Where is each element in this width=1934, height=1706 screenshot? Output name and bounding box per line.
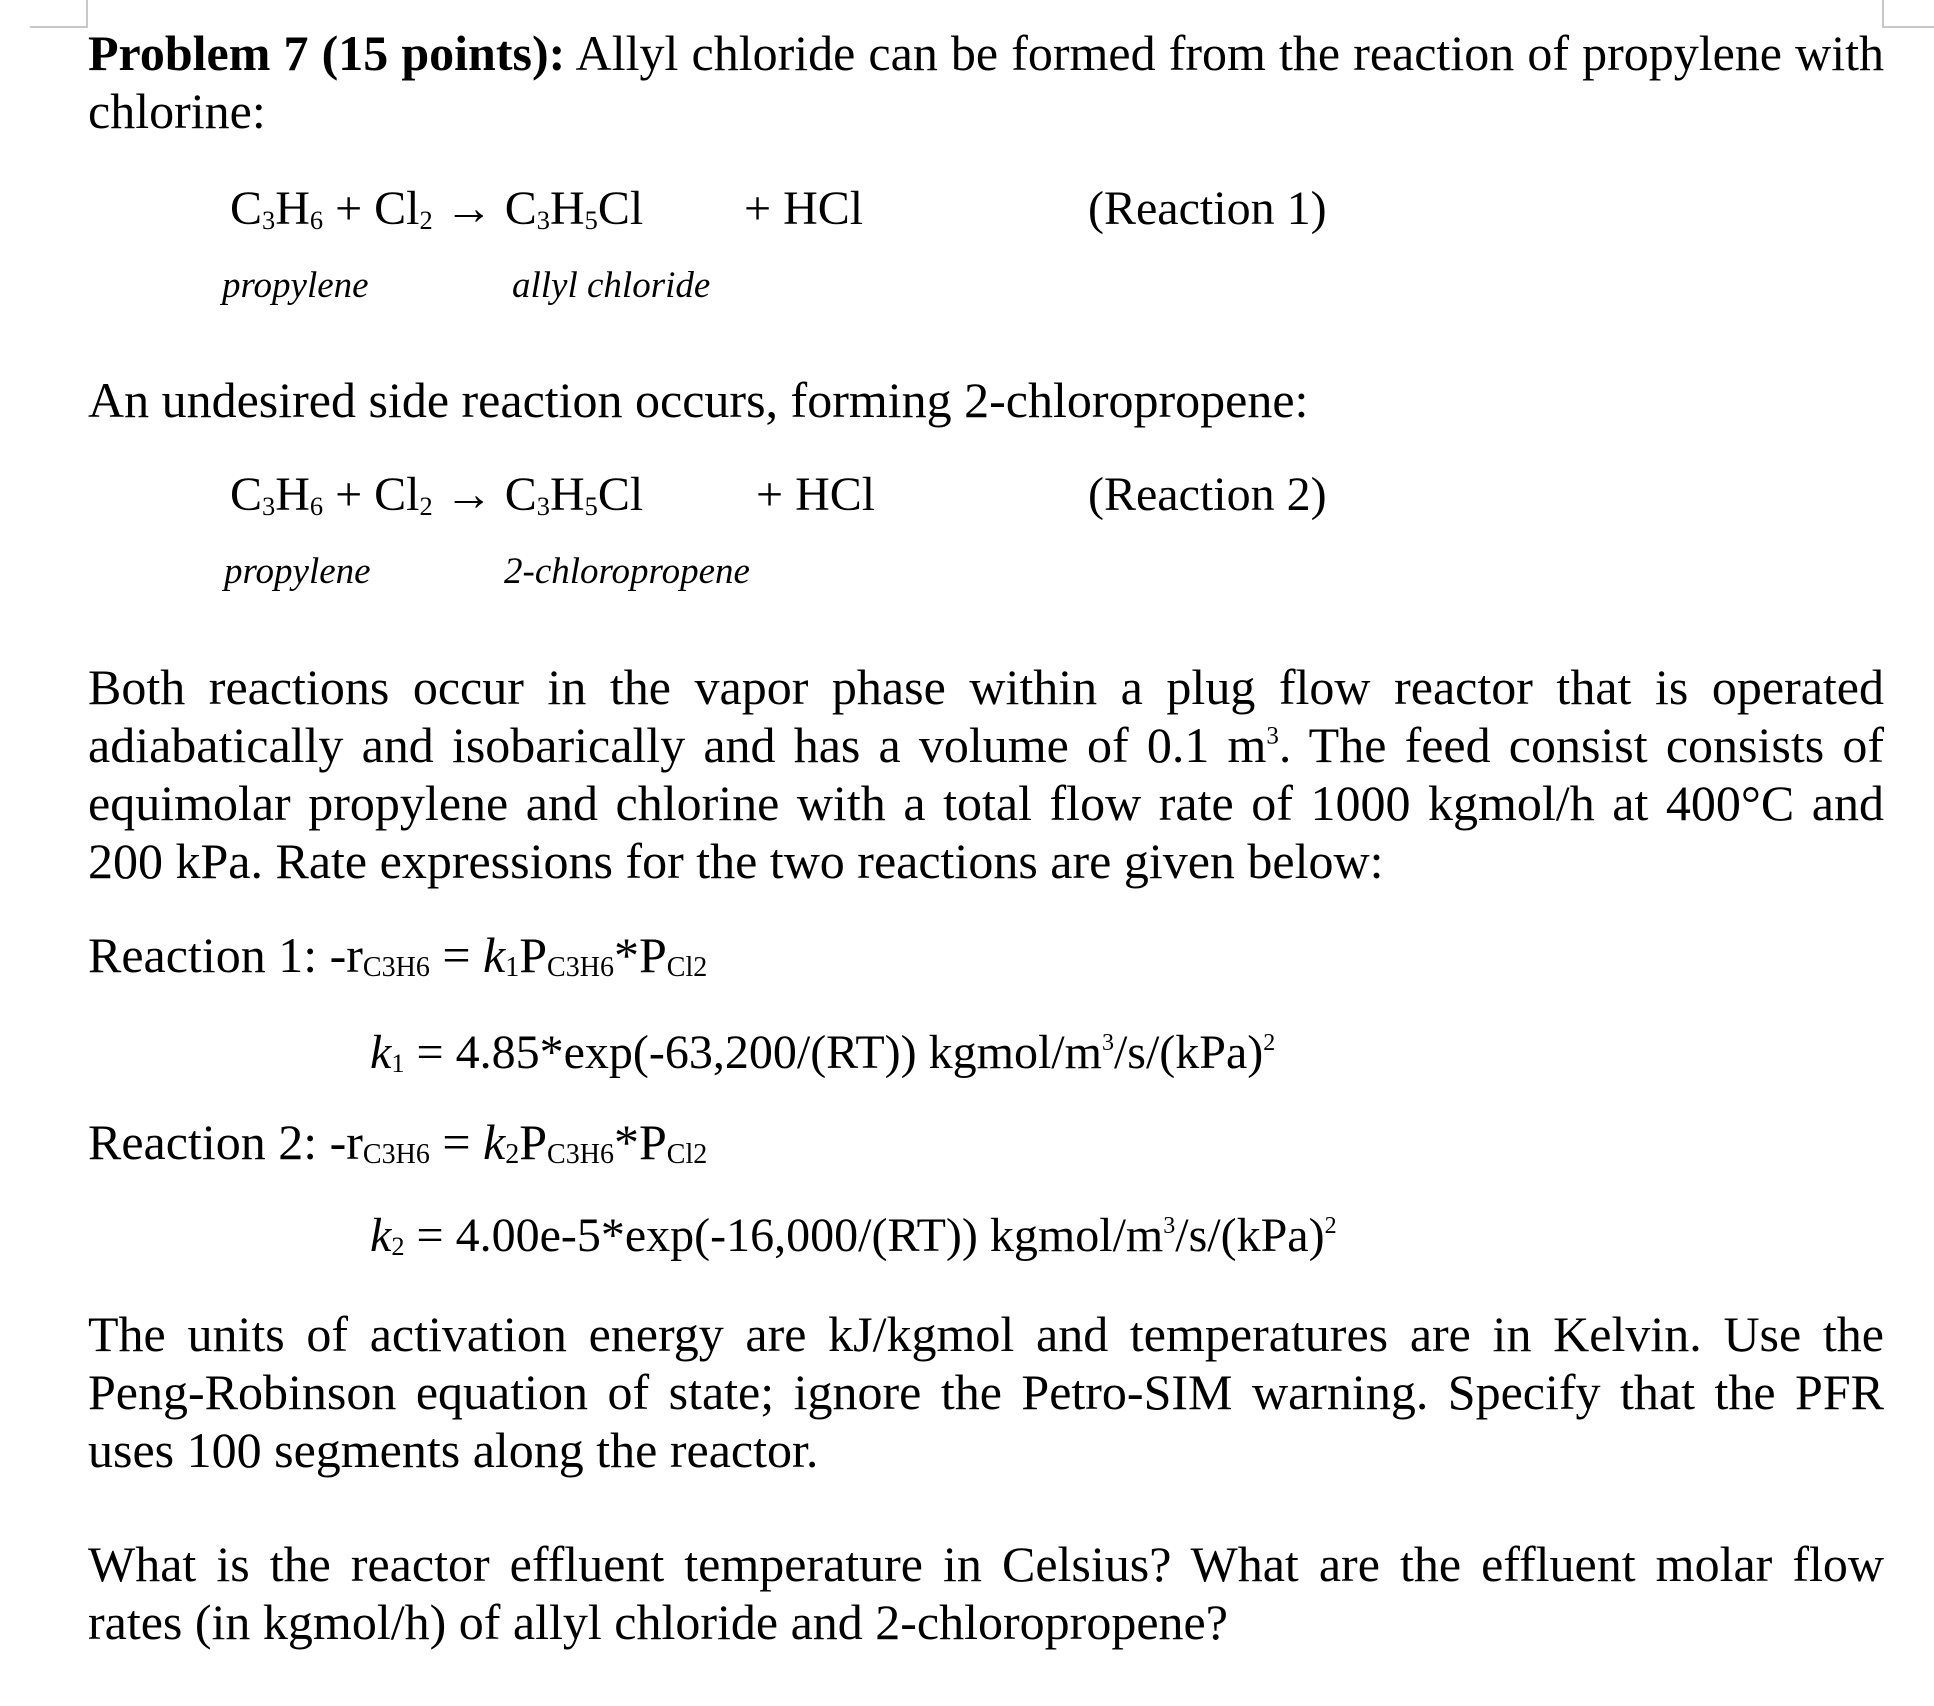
rate-constant-1: $k_1 = 4.85*\exp(-63,200/(RT))$ kgmol/$m^3/s/(kPa)^2$ <box>370 1026 1276 1079</box>
reaction-1-tag: (Reaction 1) <box>1088 182 1327 235</box>
page-corner-mark-right <box>1882 0 1934 28</box>
side-reaction-intro: An undesired side reaction occurs, forming 2-chloropropene: <box>88 372 1309 428</box>
reaction-2-byproduct: + HCl <box>756 468 876 521</box>
reaction-1-label-product: allyl chloride <box>512 265 711 306</box>
reaction-2-equation: $C_3H_6 + Cl_2 \to C_3H_5Cl$ <box>230 468 644 521</box>
reaction-1-equation: $C_3H_6 + Cl_2 \to C_3H_5Cl$ <box>230 182 644 235</box>
reaction-1-label-reactant: propylene <box>222 265 369 306</box>
rate-constant-2: $k_2 = 4.00e-5*\exp(-16,000/(RT))$ kgmol/$m^3/s/(kPa)^2$ <box>370 1209 1337 1262</box>
reaction-1-byproduct: + HCl <box>744 182 864 235</box>
reaction-2-tag: (Reaction 2) <box>1088 468 1327 521</box>
question-text: What is the reactor effluent temperature in Celsius? What are the effluent molar flow rates (in kgmol/h) of allyl chloride and 2-chloropropene? <box>88 1536 1884 1650</box>
reactor-conditions-paragraph: Both reactions occur in the vapor phase within a plug flow reactor that is operated adiabatically and isobarically and has a volume of 0.1 $m^3$. The feed consist consists of equimolar propylene and chlorine with a total flow rate of 1000 kgmol/h at 400°C and 200 kPa. Rate expressions for the two reactions are given below: <box>88 659 1884 889</box>
problem-intro-text: Allyl chloride can be formed from the reaction of propylene with chlorine: <box>88 25 1884 139</box>
rate-expression-2: Reaction 2: $-r_{C3H6} = k_2P_{C3H6}*P_{Cl2}$ <box>88 1114 708 1170</box>
reaction-2-label-reactant: propylene <box>224 551 371 592</box>
problem-intro <box>88 24 1884 140</box>
page-corner-mark-left <box>30 0 88 28</box>
reaction-2-label-product: 2-chloropropene <box>504 551 750 592</box>
problem-heading: Problem 7 (15 points): <box>88 25 566 81</box>
rate-expression-1: Reaction 1: $-r_{C3H6} = k_1P_{C3H6}*P_{Cl2}$ <box>88 927 708 983</box>
simulation-instructions: The units of activation energy are kJ/kgmol and temperatures are in Kelvin. Use the Peng-Robinson equation of state; ignore the Petro-SIM warning. Specify that the PFR uses 100 segments along the reactor. <box>88 1306 1884 1478</box>
